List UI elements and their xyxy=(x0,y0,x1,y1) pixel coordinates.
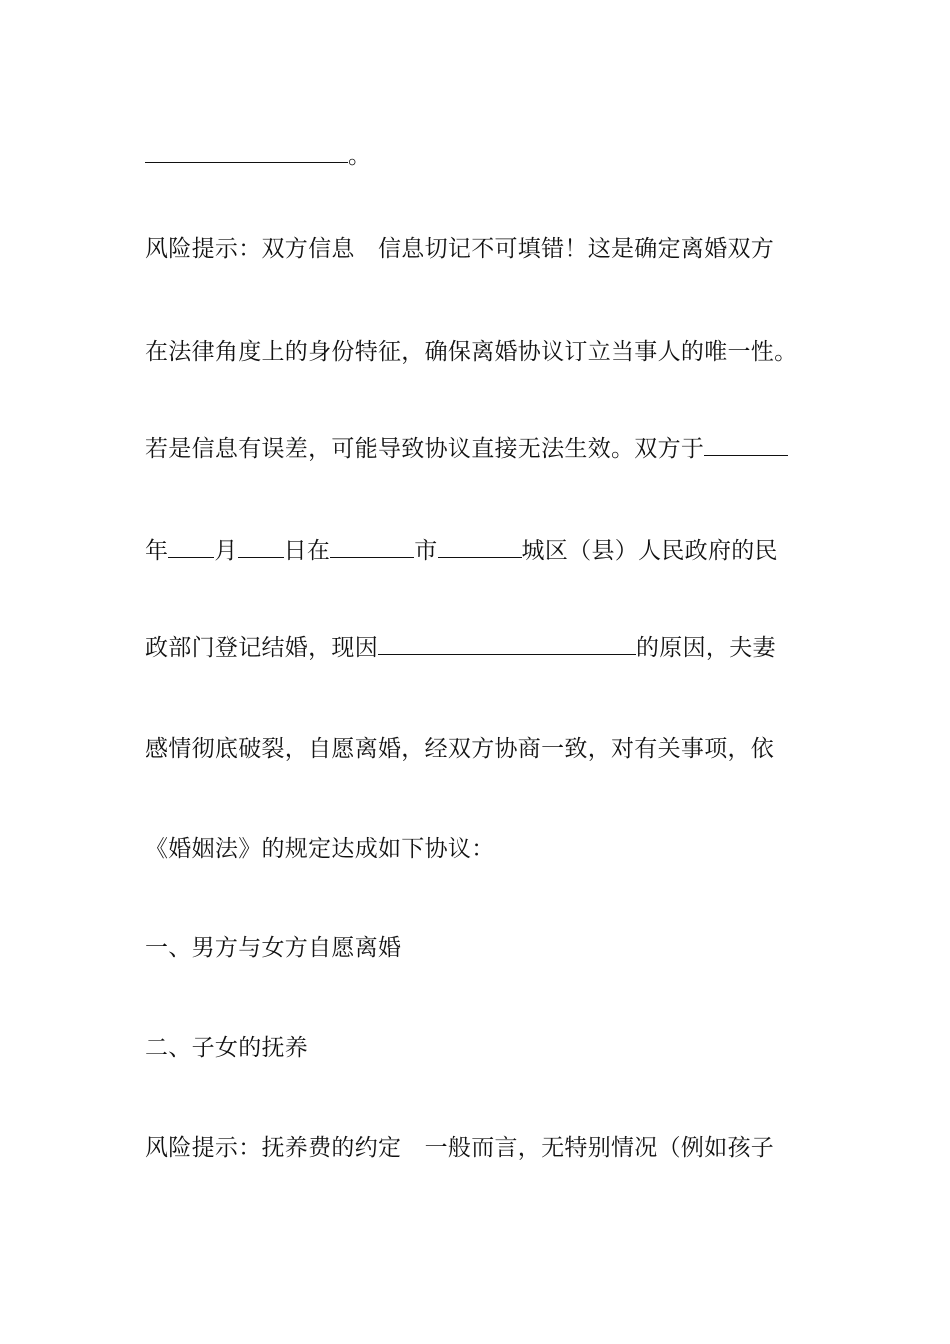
risk-tip-info-line-1: 风险提示：双方信息 信息切记不可填错！这是确定离婚双方 xyxy=(145,236,775,262)
district-blank xyxy=(438,537,522,558)
reason-blank xyxy=(378,634,636,655)
fill-in-blank xyxy=(145,142,348,163)
line-text: 政部门登记结婚，现因 xyxy=(145,635,378,661)
section-heading-1: 一、男方与女方自愿离婚 xyxy=(145,935,402,961)
city-label: 市 xyxy=(414,538,438,564)
divorce-reason-line xyxy=(145,632,825,664)
month-label: 月 xyxy=(214,538,238,564)
risk-tip-support-line: 风险提示：抚养费的约定 一般而言，无特别情况（例如孩子 xyxy=(145,1135,775,1161)
year-blank xyxy=(704,435,788,456)
marriage-date-line-2 xyxy=(145,535,825,567)
period-mark: 。 xyxy=(348,143,372,169)
year-label: 年 xyxy=(145,538,169,564)
agreement-line-2: 《婚姻法》的规定达成如下协议： xyxy=(145,836,495,862)
agreement-line-1: 感情彻底破裂，自愿离婚，经双方协商一致，对有关事项，依 xyxy=(145,736,775,762)
month-blank xyxy=(168,537,214,558)
day-label: 日在 xyxy=(283,538,331,564)
section-heading-2: 二、子女的抚养 xyxy=(145,1035,309,1061)
city-blank xyxy=(330,537,414,558)
paragraph-line-blank-end xyxy=(145,140,825,172)
line-text: 若是信息有误差，可能导致协议直接无法生效。双方于 xyxy=(145,436,705,462)
district-text: 城区（县）人民政府的民 xyxy=(521,538,778,564)
marriage-date-line-1 xyxy=(145,433,825,465)
day-blank xyxy=(238,537,284,558)
risk-tip-info-line-2: 在法律角度上的身份特征，确保离婚协议订立当事人的唯一性。 xyxy=(145,339,798,365)
line-text-end: 的原因，夫妻 xyxy=(636,635,776,661)
